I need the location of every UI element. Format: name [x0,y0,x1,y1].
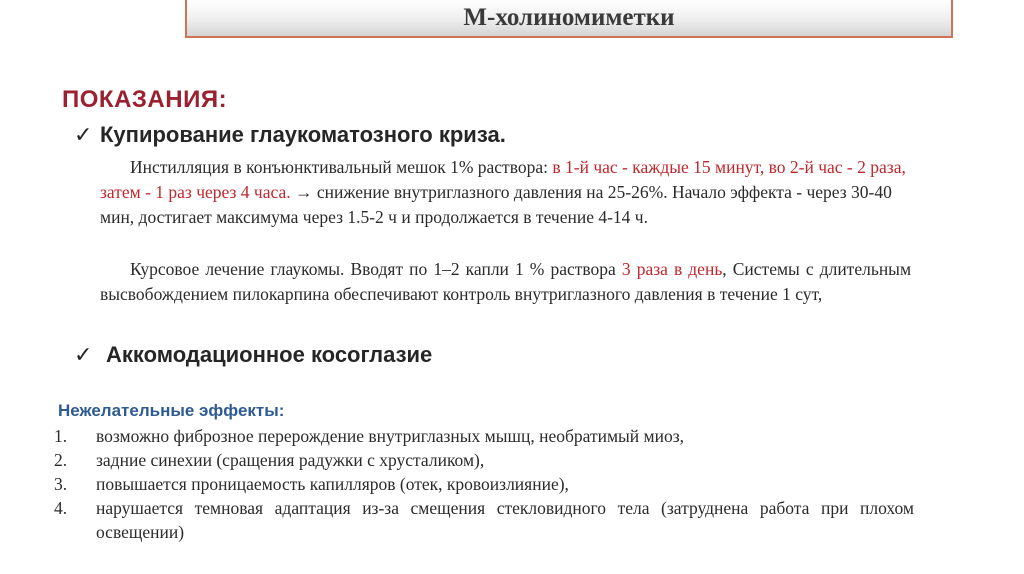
undesired-effects-heading: Нежелательные эффекты: [58,401,285,420]
p1-text-a: Инстилляция в конъюнктивальный мешок 1% раствора: [130,157,548,177]
p1-text-b: → снижение внутриглазного давления на 25-26%. Начало эффекта - через 30-40 мин, достигает максимума через 1.5-2 ч и продолжается в течение 4-14 ч. [100,182,892,227]
indication-2 [74,342,432,368]
list-item-number: 2. [54,450,68,470]
list-item-text: возможно фиброзное перерождение внутриглазных мышц, необратимый миоз, [96,426,685,446]
indication-1-heading: Купирование глаукоматозного криза. [100,122,506,147]
indications-heading: ПОКАЗАНИЯ: [62,86,228,113]
indication-2-heading: Аккомодационное косоглазие [106,342,433,367]
list-item [54,472,914,496]
list-item-number: 1. [54,426,68,446]
list-item [54,496,914,544]
p2-text-b: , Системы с длительным высвобождением пилокарпина обеспечивают контроль внутриглазного давления в течение 1 сут, [100,259,912,304]
indication-1 [74,122,506,148]
list-item-text: повышается проницаемость капилляров (отек, кровоизлияние), [96,474,569,494]
list-item-text: задние синехии (сращения радужки с хрусталиком), [96,450,485,470]
slide-title: М-холиномиметки [463,4,675,31]
checkmark-icon: ✓ [74,342,93,367]
p2-red-text: 3 раза в день [621,259,723,279]
p1-red-text: в 1-й час - каждые 15 минут, во 2-й час - 2 раза, затем - 1 раз через 4 часа. [100,157,906,202]
p2-text-a: Курсовое лечение глаукомы. Вводят по 1–2 капли 1 % раствора [130,259,616,279]
list-item-text: нарушается темновая адаптация из-за смещения стекловидного тела (затруднена работа при плохом освещении) [96,498,914,542]
indication-1-paragraph-2 [100,257,911,307]
undesired-effects-list [54,424,914,544]
indication-1-paragraph-1 [100,155,911,230]
title-banner [185,0,953,38]
list-item [54,424,914,448]
list-item-number: 4. [54,498,68,518]
list-item [54,448,914,472]
list-item-number: 3. [54,474,68,494]
checkmark-icon: ✓ [74,122,93,147]
